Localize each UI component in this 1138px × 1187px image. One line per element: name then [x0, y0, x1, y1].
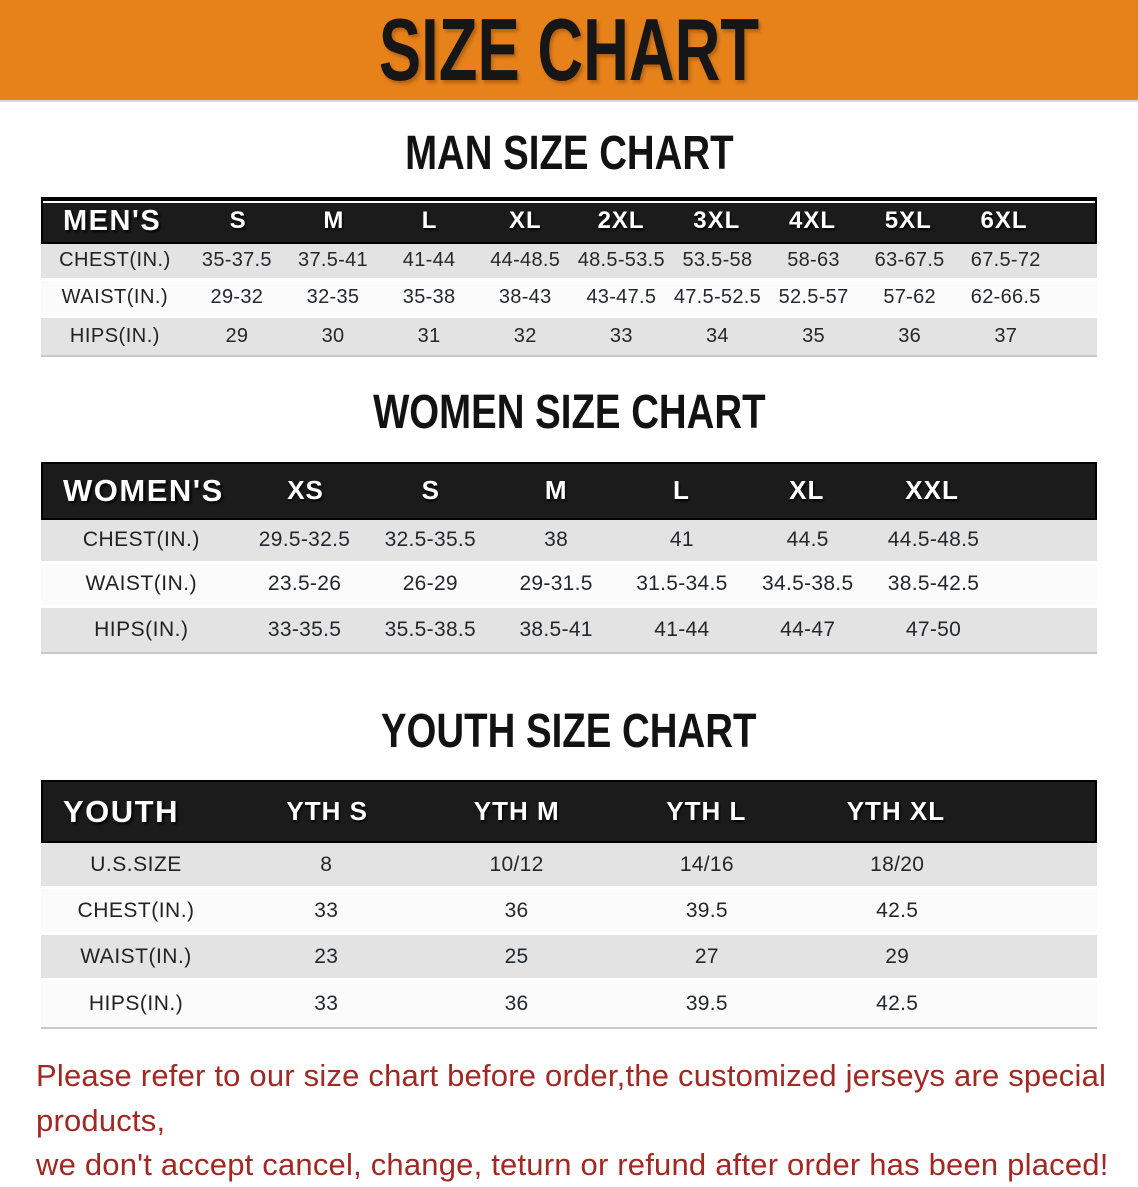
- table-header-row: [41, 462, 1097, 520]
- table-row: [41, 564, 1097, 608]
- size-value-cell: 44.5: [786, 528, 829, 552]
- table-row: [41, 608, 1097, 652]
- size-value-cell: 63-67.5: [874, 249, 945, 272]
- size-value-cell: 52.5-57: [778, 286, 849, 309]
- table-body: [41, 244, 1097, 355]
- size-value-cell: 34.5-38.5: [761, 572, 854, 596]
- column-header: 4XL: [789, 207, 837, 235]
- column-header: 3XL: [693, 207, 741, 235]
- size-value-cell: 10/12: [489, 852, 544, 876]
- size-value-cell: 14/16: [679, 852, 734, 876]
- size-value-cell: 29: [225, 324, 249, 347]
- table-corner-label: WOMEN'S: [63, 472, 224, 508]
- size-value-cell: 43-47.5: [586, 286, 657, 309]
- size-value-cell: 8: [320, 852, 333, 876]
- table-corner-label: YOUTH: [63, 793, 179, 829]
- section-heading-text: YOUTH SIZE CHART: [381, 704, 757, 758]
- row-label: HIPS(IN.): [88, 992, 184, 1016]
- table-row: [41, 935, 1097, 981]
- size-value-cell: 27: [694, 944, 719, 968]
- table-body: [41, 843, 1097, 1027]
- size-value-cell: 29-32: [210, 286, 264, 309]
- table-row: [41, 981, 1097, 1027]
- table-corner-label: MEN'S: [63, 204, 162, 237]
- row-label: U.S.SIZE: [90, 852, 182, 876]
- column-header: M: [544, 475, 568, 506]
- size-value-cell: 18/20: [870, 852, 925, 876]
- size-value-cell: 30: [321, 324, 345, 347]
- size-value-cell: 58-63: [787, 249, 840, 272]
- size-value-cell: 39.5: [685, 992, 728, 1016]
- column-header: XL: [789, 475, 825, 506]
- column-header: YTH XL: [846, 796, 946, 827]
- size-value-cell: 32: [513, 324, 537, 347]
- size-value-cell: 23.5-26: [267, 572, 342, 596]
- row-label: CHEST(IN.): [82, 528, 200, 552]
- size-value-cell: 41-44: [402, 249, 456, 272]
- table-header-row: [41, 780, 1097, 843]
- column-header: XL: [509, 207, 542, 235]
- size-value-cell: 57-62: [883, 286, 936, 309]
- size-value-cell: 44-48.5: [490, 249, 561, 272]
- table-row: [41, 520, 1097, 564]
- size-value-cell: 37: [994, 324, 1018, 347]
- column-header: 6XL: [980, 207, 1028, 235]
- size-value-cell: 23: [314, 944, 339, 968]
- size-value-cell: 29: [885, 944, 910, 968]
- section-heading: [0, 706, 1138, 758]
- footer-note: [36, 1054, 1110, 1186]
- size-value-cell: 48.5-53.5: [577, 249, 665, 272]
- column-header: XXL: [905, 475, 959, 506]
- column-header: M: [323, 207, 345, 235]
- column-header: L: [673, 475, 690, 506]
- column-header: S: [229, 207, 247, 235]
- size-value-cell: 37.5-41: [298, 249, 368, 272]
- size-value-cell: 39.5: [685, 898, 728, 922]
- size-value-cell: 36: [504, 898, 529, 922]
- size-value-cell: 35.5-38.5: [384, 617, 477, 641]
- row-label: WAIST(IN.): [85, 572, 198, 596]
- size-table: [41, 197, 1097, 357]
- column-header: YTH S: [286, 796, 368, 827]
- section-heading: [0, 387, 1138, 439]
- size-value-cell: 42.5: [876, 898, 919, 922]
- table-row: [41, 281, 1097, 318]
- table-row: [41, 244, 1097, 281]
- size-table: [41, 462, 1097, 654]
- size-value-cell: 35-38: [402, 286, 456, 309]
- row-label: HIPS(IN.): [94, 617, 189, 641]
- size-value-cell: 42.5: [876, 992, 919, 1016]
- size-value-cell: 38: [544, 528, 569, 552]
- column-header: L: [421, 207, 438, 235]
- size-value-cell: 32-35: [306, 286, 360, 309]
- size-value-cell: 29-31.5: [519, 572, 593, 596]
- table-body: [41, 520, 1097, 652]
- size-chart-section: [0, 706, 1138, 1030]
- size-value-cell: 47.5-52.5: [673, 286, 762, 309]
- size-value-cell: 29.5-32.5: [258, 528, 351, 552]
- column-header: 2XL: [597, 207, 645, 235]
- column-header: XS: [287, 475, 324, 506]
- size-value-cell: 67.5-72: [970, 249, 1041, 272]
- column-header: YTH M: [473, 796, 560, 827]
- footer-note-line: we don't accept cancel, change, teturn or refund after order has been placed!: [36, 1146, 1109, 1182]
- size-value-cell: 25: [504, 944, 529, 968]
- size-table: [41, 780, 1097, 1029]
- row-label: WAIST(IN.): [80, 944, 192, 968]
- size-value-cell: 33: [314, 992, 339, 1016]
- column-header: YTH L: [666, 796, 747, 827]
- size-value-cell: 35: [802, 324, 825, 347]
- table-row: [41, 843, 1097, 889]
- size-value-cell: 47-50: [905, 617, 962, 641]
- size-value-cell: 41: [669, 528, 694, 552]
- size-value-cell: 44.5-48.5: [887, 528, 980, 552]
- size-value-cell: 33: [609, 324, 633, 347]
- column-header: 5XL: [884, 207, 932, 235]
- size-value-cell: 41-44: [654, 617, 710, 641]
- title-banner: [0, 0, 1138, 102]
- size-value-cell: 26-29: [402, 572, 458, 596]
- section-heading-text: WOMEN SIZE CHART: [372, 385, 766, 439]
- section-heading: [0, 128, 1138, 180]
- footer-note-line: Please refer to our size chart before order,the customized jerseys are special products,: [36, 1058, 1107, 1138]
- size-value-cell: 33-35.5: [267, 617, 342, 641]
- size-value-cell: 31: [417, 324, 441, 347]
- size-value-cell: 38-43: [498, 286, 552, 309]
- size-chart-section: [0, 128, 1138, 357]
- size-value-cell: 36: [898, 324, 922, 347]
- size-value-cell: 35-37.5: [201, 249, 272, 272]
- size-value-cell: 38.5-41: [519, 617, 593, 641]
- row-label: WAIST(IN.): [61, 286, 169, 309]
- size-value-cell: 34: [706, 324, 729, 347]
- table-row: [41, 889, 1097, 935]
- size-value-cell: 62-66.5: [970, 286, 1041, 309]
- column-header: S: [421, 475, 441, 506]
- section-heading-text: MAN SIZE CHART: [404, 127, 734, 180]
- size-value-cell: 33: [314, 898, 339, 922]
- row-label: CHEST(IN.): [59, 249, 171, 272]
- size-value-cell: 31.5-34.5: [636, 572, 728, 596]
- table-row: [41, 318, 1097, 355]
- size-value-cell: 44-47: [780, 617, 836, 641]
- table-header-row: [41, 197, 1097, 244]
- row-label: CHEST(IN.): [77, 898, 195, 922]
- size-value-cell: 36: [504, 992, 529, 1016]
- size-value-cell: 53.5-58: [682, 249, 753, 272]
- size-chart-section: [0, 387, 1138, 654]
- size-value-cell: 32.5-35.5: [384, 528, 477, 552]
- row-label: HIPS(IN.): [69, 324, 160, 347]
- page-title: SIZE CHART: [378, 0, 760, 99]
- size-value-cell: 38.5-42.5: [887, 572, 980, 596]
